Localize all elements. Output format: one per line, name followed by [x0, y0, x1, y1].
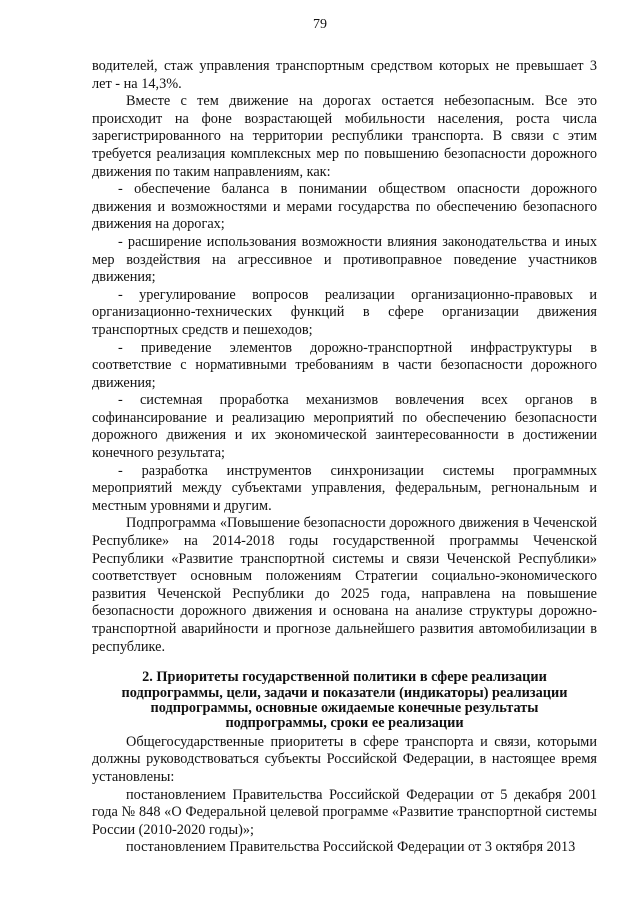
- section-heading-line: подпрограммы, сроки ее реализации: [225, 715, 464, 732]
- list-item-synchronization: - разработка инструментов синхронизации системы программных мероприятий между субъектами управления, федеральным, регнональным и местным уровнями и другим.: [92, 462, 597, 514]
- section-heading-line: подпрограммы, основные ожидаемые конечные результаты: [150, 700, 539, 716]
- section-heading-line: 2. Приоритеты государственной политики в сфере реализации: [142, 669, 547, 686]
- list-item-regulation: - урегулирование вопросов реализации организационно-правовых и организационно-технических функций в сфере организации движения транспортных средств и пешеходов;: [92, 286, 597, 338]
- list-item-cofinancing: - системная проработка механизмов вовлечения всех органов в софинансирование и реализацию мероприятий по обеспечению безопасности дорожного движения и их экономической заинтересованности в достижении конечного результата;: [92, 392, 597, 462]
- section-heading-line: подпрограммы, цели, задачи и показатели (индикаторы) реализации: [121, 684, 568, 701]
- paragraph-decree-2013: постановлением Правительства Российской Федерации от 3 октября 2013: [126, 839, 576, 856]
- section-heading: [92, 670, 597, 732]
- list-item-infrastructure: - приведение элементов дорожно-транспортной инфраструктуры в соответствие с нормативными требованиям в части безопасности дорожного движения;: [92, 339, 597, 391]
- list-item-balance: - обеспечение баланса в понимании обществом опасности дорожного движения и возможностями и мерами государства по обеспечению безопасного движения на дорогах;: [92, 181, 597, 233]
- list-item-legislation: - расширение использования возможности влияния законодательства и иных мер воздействия на агрессивное и противоправное поведение участников движения;: [92, 233, 597, 286]
- document-body: [92, 58, 597, 857]
- paragraph-priorities: Общегосударственные приоритеты в сфере транспорта и связи, которыми должны руководствоваться субъекты Российской Федерации, в настоящее время установлены:: [92, 733, 597, 785]
- page-number: 79: [313, 17, 327, 32]
- paragraph-decree-2001: постановлением Правительства Российской Федерации от 5 декабря 2001 года № 848 «О Федеральной целевой программе «Развитие транспортной системы России (2010-2020 годы)»;: [92, 786, 597, 838]
- paragraph-continuation: водителей, стаж управления транспортным средством которых не превышает 3 лет - на 14,3%.: [92, 58, 597, 92]
- paragraph-subprogram: Подпрограмма «Повышение безопасности дорожного движения в Чеченской Республике» на 2014-2018 годы государственной программы Чеченской Республики «Развитие транспортной системы и связи Чеченской Республики» соответствует основным положениям Стратегии социально-экономического развития Чеченской Республики до 2025 года, направлена на повышение безопасности дорожного движения и основана на анализе структуры дорожно-транспортной аварийности и прогнозе дальнейшего развития автомобилизации в республике.: [92, 515, 597, 655]
- paragraph-road-safety-intro: Вместе с тем движение на дорогах остается небезопасным. Все это происходит на фоне возрастающей мобильности населения, роста числа зарегистрированного на территории республики транспорта. В связи с этим требуется реализация комплексных мер по повышению безопасности дорожного движения по таким направлениям, как:: [92, 93, 597, 180]
